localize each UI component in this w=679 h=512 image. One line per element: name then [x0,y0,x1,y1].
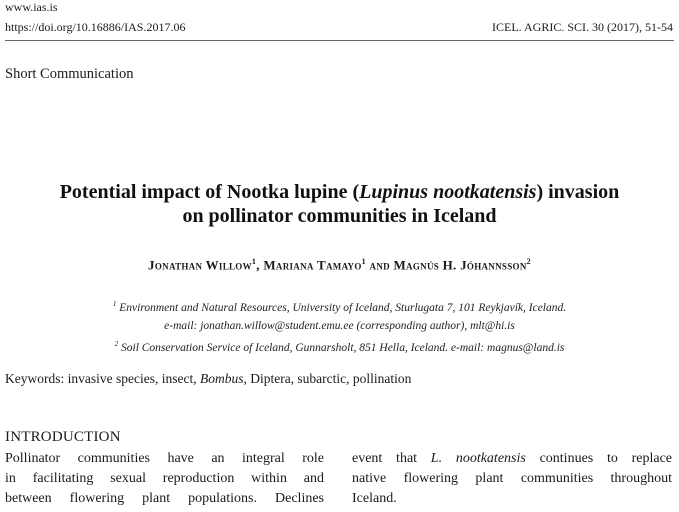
body-line: in facilitating sexual reproduction within and [5,471,324,486]
author-affil-sup: 2 [526,257,531,266]
article-title [0,180,679,228]
section-heading: INTRODUCTION [5,429,121,445]
author-name: Jonathan Willow [148,257,252,273]
keywords-italic: Bombus [199,371,244,386]
title-part: ) invasion [536,181,620,203]
keywords-text: Keywords: invasive species, insect, [5,371,200,386]
author-name: Mariana Tamayo [263,257,362,273]
affiliation-1-email[interactable]: e-mail: jonathan.willow@student.emu.ee (corresponding author), mlt@hi.is [164,320,515,332]
site-url[interactable]: www.ias.is [5,0,58,14]
body-text: event that [352,451,431,466]
affiliation-1 [0,300,679,314]
author-affil-sup: 1 [361,257,366,266]
article-type: Short Communication [5,66,134,82]
body-line [352,449,672,469]
affiliation-2 [0,340,679,354]
left-column [5,449,324,509]
body-text: continues to replace [525,451,673,466]
header-rule [5,40,674,41]
body-line: between flowering plant populations. Declines [5,491,324,506]
author-affil-sup: 1 [251,257,257,266]
body-line: Pollinator communities have an integral role [5,451,324,466]
keywords-text: , Diptera, subarctic, pollination [243,371,412,386]
author-separator: and [365,257,394,273]
body-line: native flowering plant communities throughout [352,471,672,486]
affil-text: Soil Conservation Service of Iceland, Gunnarsholt, 851 Hella, Iceland. e-mail: magnus@land.is [118,341,565,354]
title-species: Lupinus nootkatensis [359,181,537,203]
affil-sup: 1 [112,300,117,308]
title-line-2: on pollinator communities in Iceland [182,205,497,227]
author-separator: , [256,257,264,273]
author-name: Magnús H. Jóhannsson [393,257,527,273]
affil-sup: 2 [114,340,119,348]
title-part: Potential impact of Nootka lupine ( [59,181,360,203]
affil-text: Environment and Natural Resources, University of Iceland, Sturlugata 7, 101 Reykjavík, Iceland. [116,301,567,314]
author-list [0,257,679,273]
body-species: L. nootkatensis [430,451,526,466]
right-column [352,449,672,509]
keywords [5,371,411,387]
body-line: Iceland. [352,491,397,506]
doi-link[interactable]: https://doi.org/10.16886/IAS.2017.06 [5,20,186,34]
journal-reference: ICEL. AGRIC. SCI. 30 (2017), 51-54 [492,20,673,34]
